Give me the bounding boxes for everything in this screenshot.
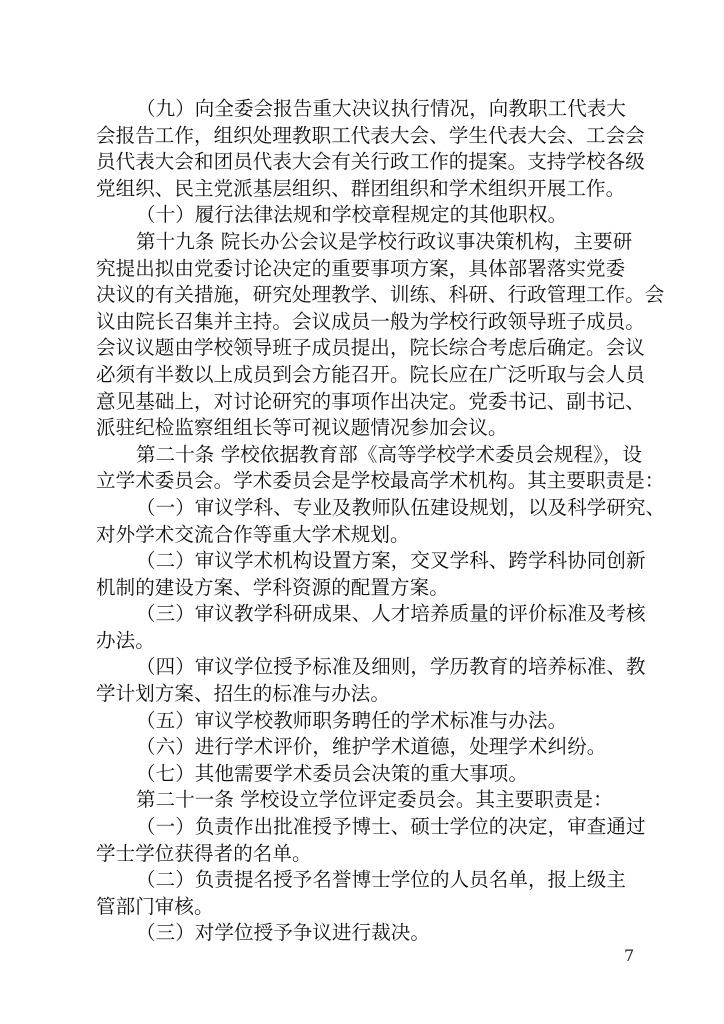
- text-line: 决议的有关措施，研究处理教学、训练、科研、行政管理工作。会: [96, 283, 665, 307]
- text-line: （六）进行学术评价，维护学术道德，处理学术纠纷。: [136, 735, 607, 759]
- page-number: 7: [624, 946, 635, 965]
- article-heading-line: 第十九条 院长办公会议是学校行政议事决策机构，主要研: [136, 229, 633, 253]
- text-line: （四）审议学位授予标准及细则，学历教育的培养标准、教: [136, 655, 646, 679]
- text-line: （五）审议学校教师职务聘任的学术标准与办法。: [136, 708, 568, 732]
- text-line: （一）审议学科、专业及教师队伍建设规划，以及科学研究、: [136, 495, 666, 519]
- article-heading-line: 第二十条 学校依据教育部《高等学校学术委员会规程》，设: [136, 442, 643, 466]
- text-line: 办法。: [96, 628, 155, 652]
- text-line: （二）审议学术机构设置方案，交叉学科、跨学科协同创新: [136, 549, 646, 573]
- text-line: 派驻纪检监察组组长等可视议题情况参加会议。: [96, 416, 508, 440]
- text-line: 学计划方案、招生的标准与办法。: [96, 682, 391, 706]
- text-line: 党组织、民主党派基层组织、群团组织和学术组织开展工作。: [96, 176, 626, 200]
- text-line: 机制的建设方案、学科资源的配置方案。: [96, 575, 449, 599]
- text-line: 会议议题由学校领导班子成员提出，院长综合考虑后确定。会议: [96, 336, 645, 360]
- text-line: （九）向全委会报告重大决议执行情况，向教职工代表大: [136, 97, 627, 120]
- text-line: 管部门审核。: [96, 894, 214, 918]
- text-line: 会报告工作，组织处理教职工代表大会、学生代表大会、工会会: [96, 123, 645, 147]
- text-line: （七）其他需要学术委员会决策的重大事项。: [136, 761, 529, 785]
- text-line: 议由院长召集并主持。会议成员一般为学校行政领导班子成员。: [96, 309, 645, 333]
- text-line: （三）审议教学科研成果、人才培养质量的评价标准及考核: [136, 602, 646, 626]
- article-heading-line: 第二十一条 学校设立学位评定委员会。其主要职责是：: [136, 788, 613, 812]
- text-line: （一）负责作出批准授予博士、硕士学位的决定，审查通过: [136, 815, 646, 839]
- text-line: （三）对学位授予争议进行裁决。: [136, 921, 431, 945]
- text-line: （十）履行法律法规和学校章程规定的其他职权。: [136, 203, 568, 227]
- text-line: 员代表大会和团员代表大会有关行政工作的提案。支持学校各级: [96, 150, 645, 174]
- text-line: 究提出拟由党委讨论决定的重要事项方案，具体部署落实党委: [96, 256, 626, 280]
- text-line: 学士学位获得者的名单。: [96, 841, 312, 865]
- text-line: 必须有半数以上成员到会方能召开。院长应在广泛听取与会人员: [96, 362, 645, 386]
- text-line: （二）负责提名授予名誉博士学位的人员名单，报上级主: [136, 868, 627, 892]
- text-line: 意见基础上，对讨论研究的事项作出决定。党委书记、副书记、: [96, 389, 645, 413]
- text-line: 对外学术交流合作等重大学术规划。: [96, 522, 410, 546]
- document-body: [96, 96, 666, 947]
- text-line: 立学术委员会。学术委员会是学校最高学术机构。其主要职责是：: [96, 469, 665, 493]
